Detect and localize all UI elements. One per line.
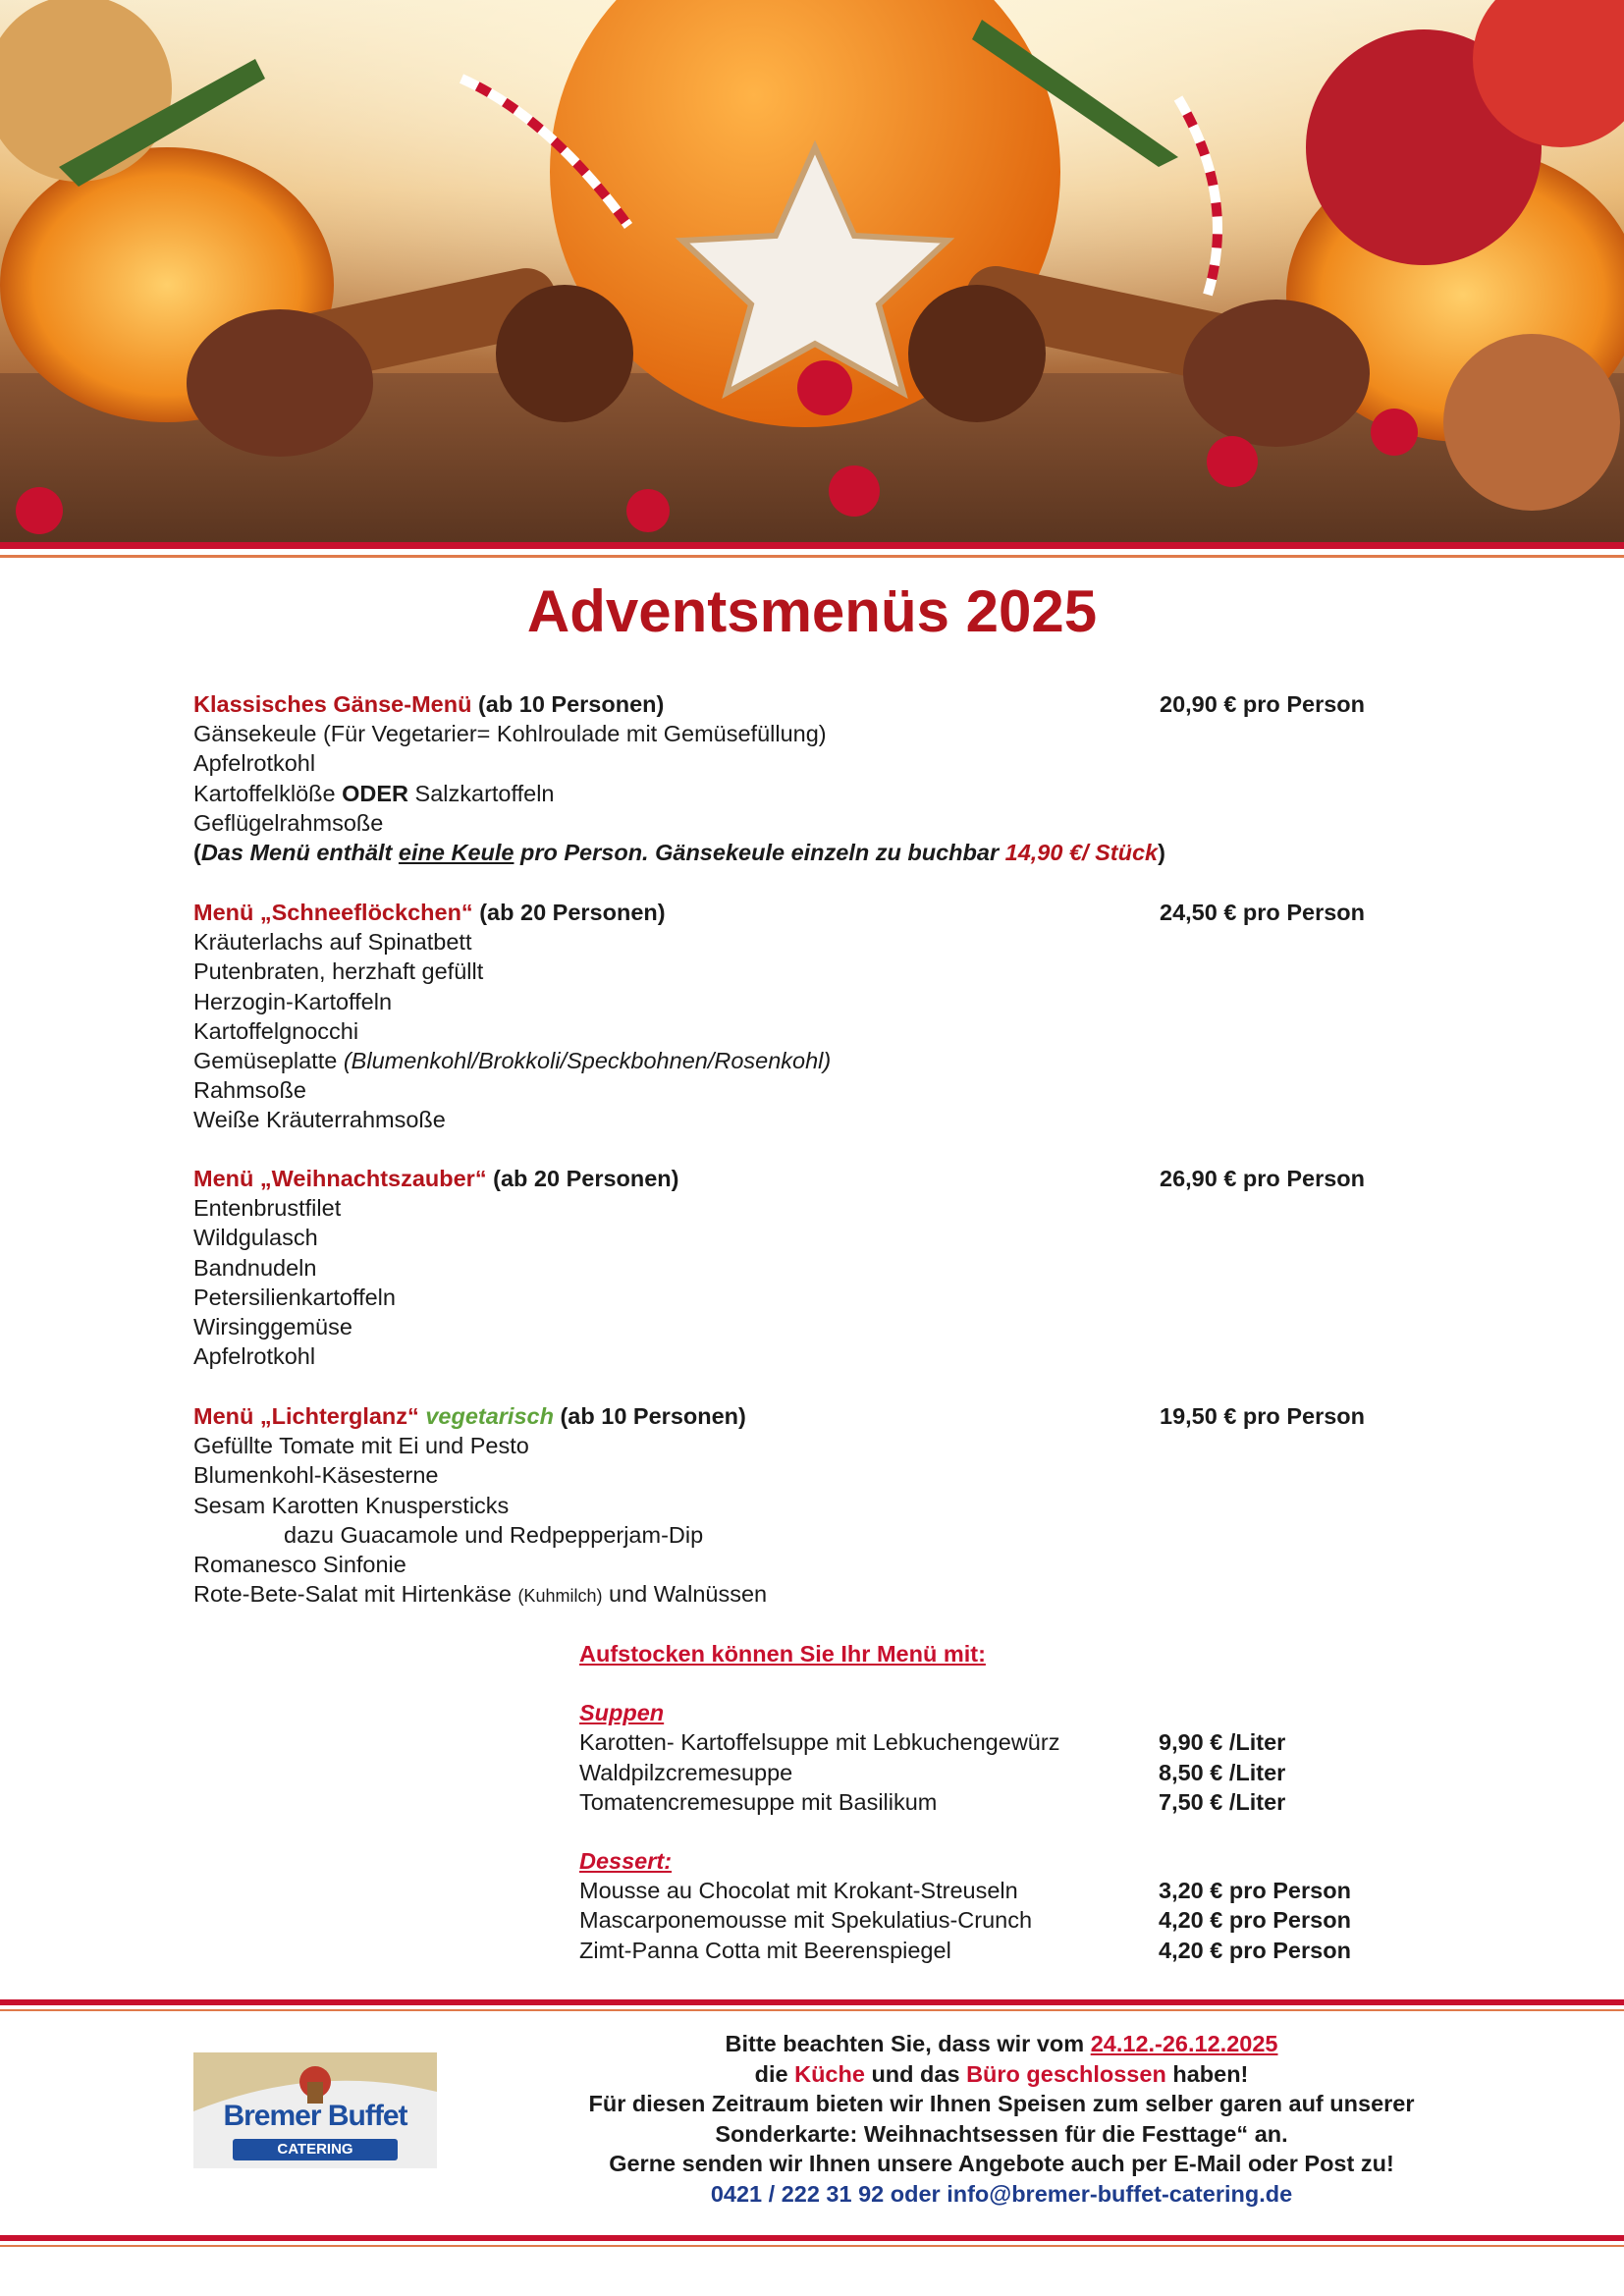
notice-text: und das: [864, 2060, 967, 2087]
menu-item: Entenbrustfilet: [193, 1195, 342, 1222]
menu-remark: [193, 838, 1391, 867]
footer-rule-top: [0, 1999, 1624, 2005]
notice-text: die: [754, 2060, 795, 2087]
menu-item-text: Rote-Bete-Salat mit Hirtenkäse: [193, 1581, 518, 1608]
menu-item: Weiße Kräuterrahmsoße: [193, 1107, 446, 1133]
dessert-price: 4,20 € pro Person: [1159, 1907, 1351, 1934]
soup-price: 9,90 € /Liter: [1159, 1729, 1286, 1756]
notice-line: Für diesen Zeitraum bieten wir Ihnen Speisen zum selber garen auf unserer: [588, 2091, 1415, 2116]
menu-item-indented: dazu Guacamole und Redpepperjam-Dip: [284, 1521, 704, 1548]
dessert-price: 4,20 € pro Person: [1159, 1937, 1351, 1963]
header-rule-red: [0, 542, 1624, 549]
menu-heading: [193, 689, 1391, 719]
dessert-row: [579, 1905, 1404, 1935]
menu-name: Menü „Schneeflöckchen“: [193, 900, 473, 925]
menu-item: Blumenkohl-Käsesterne: [193, 1462, 439, 1489]
christmas-spices-illustration: [0, 0, 1624, 542]
soup-row: [579, 1758, 1404, 1787]
logo-text: Bremer Buffet: [223, 2100, 407, 2132]
soup-price: 8,50 € /Liter: [1159, 1759, 1286, 1785]
soup-name: Karotten- Kartoffelsuppe mit Lebkuchengewürz: [579, 1729, 1060, 1756]
notice-dates: 24.12.-26.12.2025: [1090, 2031, 1278, 2056]
menu-weihnachtszauber: [193, 1164, 1391, 1371]
menu-heading: [193, 1164, 1391, 1193]
menu-schneefloeckchen: [193, 898, 1391, 1135]
menu-item-detail: (Blumenkohl/Brokkoli/Speckbohnen/Rosenkohl): [343, 1048, 832, 1074]
menu-item: Kartoffelgnocchi: [193, 1017, 359, 1044]
remark-text: pro Person. Gänsekeule einzeln zu buchbar: [514, 840, 1005, 866]
footer-rule-bottom-thin: [0, 2245, 1624, 2247]
dessert-name: Zimt-Panna Cotta mit Beerenspiegel: [579, 1937, 951, 1963]
bremer-buffet-logo: [193, 2052, 437, 2168]
menu-item: Apfelrotkohl: [193, 1343, 316, 1370]
notice-line: [511, 2029, 1492, 2059]
menu-item-text: Gemüseplatte: [193, 1048, 344, 1074]
soup-row: [579, 1787, 1404, 1817]
notice-text: Bitte beachten Sie, dass wir vom: [725, 2031, 1091, 2056]
menu-price: 20,90 € pro Person: [1160, 691, 1365, 717]
menu-item: Gänsekeule (Für Vegetarier= Kohlroulade mit Gemüsefüllung): [193, 721, 827, 747]
contact-line: 0421 / 222 31 92 oder info@bremer-buffet-catering.de: [710, 2180, 1293, 2207]
menu-item-oder: ODER: [342, 780, 408, 806]
remark-text-underline: eine Keule: [398, 840, 514, 866]
header-rule-thin: [0, 555, 1624, 558]
menu-item: [193, 1046, 1391, 1075]
notice-line: Gerne senden wir Ihnen unsere Angebote auch per E-Mail oder Post zu!: [609, 2151, 1394, 2176]
remark-price: 14,90 €/ Stück: [1004, 840, 1159, 866]
dessert-name: Mousse au Chocolat mit Krokant-Streuseln: [579, 1878, 1018, 1904]
menu-item: Herzogin-Kartoffeln: [193, 988, 393, 1014]
menu-item-detail: (Kuhmilch): [517, 1586, 603, 1607]
menu-item: Bandnudeln: [193, 1254, 317, 1281]
menu-item: Geflügelrahmsoße: [193, 809, 384, 836]
dessert-row: [579, 1876, 1404, 1905]
soup-name: Waldpilzcremesuppe: [579, 1759, 793, 1785]
notice-line: Sonderkarte: Weihnachtsessen für die Festtage“ an.: [715, 2120, 1288, 2147]
soups-heading: Suppen: [579, 1700, 665, 1726]
extras-heading: Aufstocken können Sie Ihr Menü mit:: [579, 1641, 986, 1667]
menu-item: Putenbraten, herzhaft gefüllt: [193, 958, 484, 985]
remark-paren: (: [193, 840, 201, 866]
remark-paren: ): [1158, 840, 1165, 866]
menu-item-text: und Walnüssen: [602, 1581, 768, 1608]
dessert-row: [579, 1936, 1404, 1965]
menu-item: Apfelrotkohl: [193, 750, 316, 777]
menu-item: [193, 1579, 1391, 1611]
soup-row: [579, 1727, 1404, 1757]
extras-section: [579, 1639, 1404, 1965]
notice-line: [511, 2059, 1492, 2090]
menu-item: [193, 779, 1391, 808]
footer-rule-bottom: [0, 2235, 1624, 2241]
menu-lichterglanz: [193, 1401, 1391, 1611]
soup-name: Tomatencremesuppe mit Basilikum: [579, 1788, 938, 1815]
menu-persons: (ab 10 Personen): [471, 691, 665, 717]
menu-name: Klassisches Gänse-Menü: [193, 691, 472, 717]
menu-price: 19,50 € pro Person: [1160, 1403, 1365, 1429]
menu-item: Romanesco Sinfonie: [193, 1552, 406, 1578]
menu-item-text: Salzkartoffeln: [408, 780, 555, 806]
closing-notice: [511, 2029, 1492, 2209]
footer-rule-top-thin: [0, 2009, 1624, 2011]
menu-persons: (ab 20 Personen): [486, 1166, 679, 1191]
menu-name: Menü „Weihnachtszauber“: [193, 1166, 487, 1191]
page-title: Adventsmenüs 2025: [526, 578, 1098, 644]
menu-persons: (ab 20 Personen): [472, 900, 666, 925]
header-photo: [0, 0, 1624, 542]
menu-heading: [193, 1401, 1391, 1431]
menu-item: Rahmsoße: [193, 1077, 306, 1104]
notice-text: haben!: [1165, 2060, 1249, 2087]
menu-item-text: Kartoffelklöße: [193, 780, 343, 806]
menu-klassisches-gaense: [193, 689, 1391, 867]
menu-item: Gefüllte Tomate mit Ei und Pesto: [193, 1433, 529, 1459]
dessert-price: 3,20 € pro Person: [1159, 1878, 1351, 1904]
notice-kitchen: Küche: [794, 2060, 865, 2087]
menu-item: Wildgulasch: [193, 1225, 318, 1251]
menu-price: 24,50 € pro Person: [1160, 900, 1365, 925]
menu-vegetarian-tag: vegetarisch: [418, 1403, 554, 1429]
menu-name: Menü „Lichterglanz“: [193, 1403, 419, 1429]
menu-item: Sesam Karotten Knuspersticks: [193, 1492, 510, 1518]
remark-text: Das Menü enthält: [200, 840, 399, 866]
dessert-heading: Dessert:: [579, 1848, 673, 1875]
menu-item: Wirsinggemüse: [193, 1314, 352, 1340]
logo-subtext: CATERING: [233, 2139, 398, 2160]
menu-heading: [193, 898, 1391, 927]
menu-item: Kräuterlachs auf Spinatbett: [193, 929, 472, 956]
menu-price: 26,90 € pro Person: [1160, 1166, 1365, 1191]
notice-office-closed: Büro geschlossen: [966, 2060, 1166, 2087]
soup-price: 7,50 € /Liter: [1159, 1788, 1286, 1815]
menu-persons: (ab 10 Personen): [553, 1403, 746, 1429]
menu-item: Petersilienkartoffeln: [193, 1284, 396, 1310]
dessert-name: Mascarponemousse mit Spekulatius-Crunch: [579, 1907, 1033, 1934]
